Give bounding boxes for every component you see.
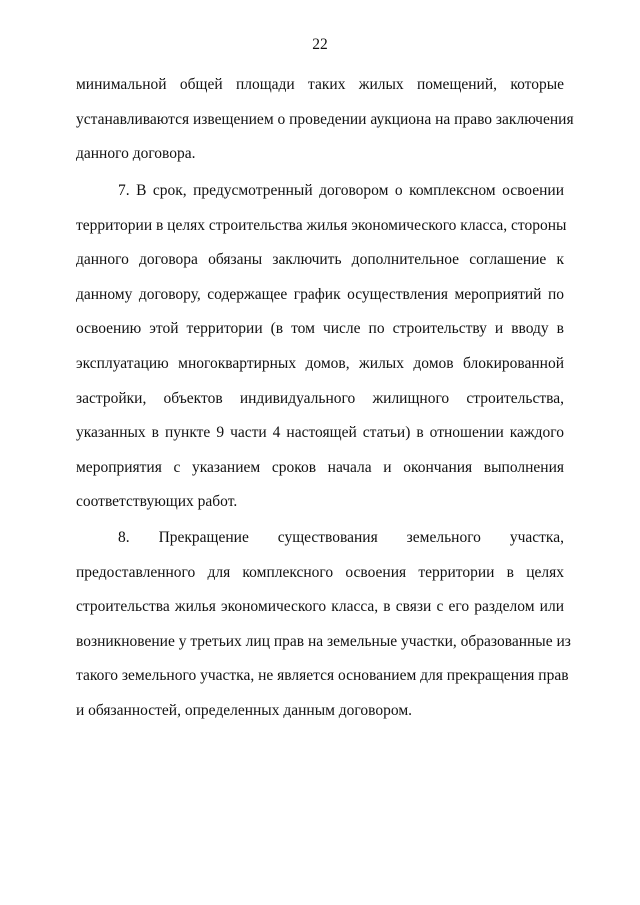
text-line: территории в целях строительства жилья экономического класса, стороны xyxy=(76,216,567,234)
text-line: мероприятия с указанием сроков начала и окончания выполнения xyxy=(76,458,564,476)
text-line: данному договору, содержащее график осуществления мероприятий по xyxy=(76,285,564,303)
page-number: 22 xyxy=(312,36,328,53)
text-line: указанных в пункте 9 части 4 настоящей статьи) в отношении каждого xyxy=(76,424,564,442)
text-line: 8. Прекращение существования земельного участка, xyxy=(118,529,564,546)
text-line: эксплуатацию многоквартирных домов, жилых домов блокированной xyxy=(76,354,564,372)
text-line: освоению этой территории (в том числе по строительству и вводу в xyxy=(76,320,564,338)
paragraph-continuation xyxy=(76,75,574,179)
text-line: данного договора. xyxy=(76,145,196,163)
text-line: строительства жилья экономического класса, в связи с его разделом или xyxy=(76,598,564,616)
text-line: возникновение у третьих лиц прав на земельные участки, образованные из xyxy=(76,632,571,650)
paragraph-item-8 xyxy=(76,528,571,736)
text-line: устанавливаются извещением о проведении аукциона на право заключения xyxy=(76,110,574,128)
text-line: такого земельного участка, не является основанием для прекращения прав xyxy=(76,667,569,685)
text-line: минимальной общей площади таких жилых помещений, которые xyxy=(76,76,564,93)
text-line: и обязанностей, определенных данным договором. xyxy=(76,701,412,719)
paragraph-item-7 xyxy=(76,181,567,527)
text-line: данного договора обязаны заключить дополнительное соглашение к xyxy=(76,251,564,269)
text-line: предоставленного для комплексного освоения территории в целях xyxy=(76,563,564,581)
text-line: соответствующих работ. xyxy=(76,493,238,511)
text-line: застройки, объектов индивидуального жилищного строительства, xyxy=(76,389,564,407)
text-line: 7. В срок, предусмотренный договором о комплексном освоении xyxy=(118,182,564,199)
